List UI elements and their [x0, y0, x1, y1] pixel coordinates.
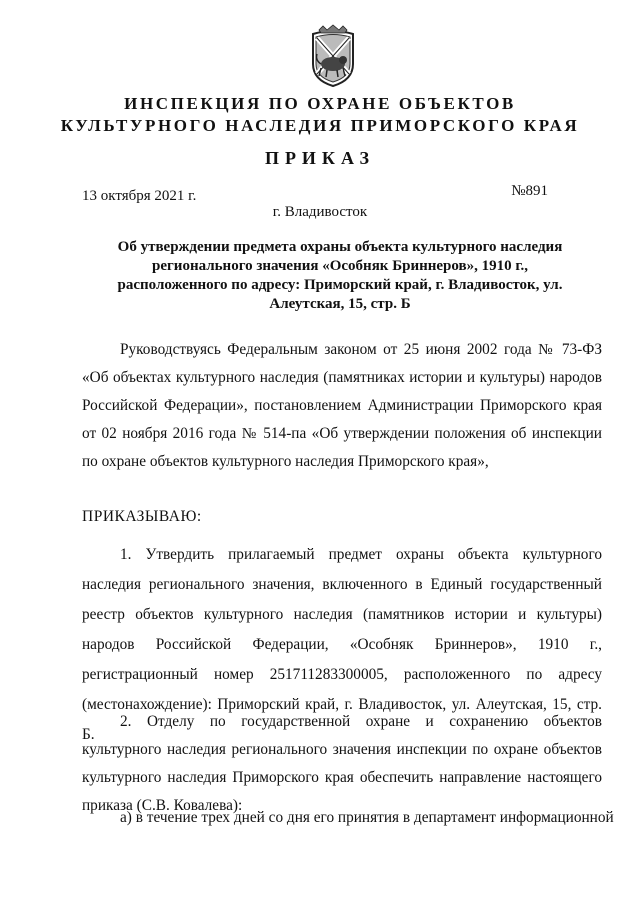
order-subject: Об утверждении предмета охраны объекта культурного наследия регионального значения «Особняк Бриннеров», 1910 г., расположенного по адресу: Приморский край, г. Владивосток, ул. Алеутская, 15, стр. Б	[117, 239, 563, 312]
order-city: г. Владивосток	[272, 204, 368, 220]
item-1-paragraph: 1. Утвердить прилагаемый предмет охраны объекта культурного наследия регионального значения, включенного в Единый государственный реестр объектов культурного наследия (памятников истории и культуры) народов Российской Федерации, «Особняк Бриннеров», 1910 г., регистрационный номер 251711283300005, расположенного по адресу (местонахождение): Приморский край, г. Владивосток, ул. Алеутская, 15, стр. Б.	[82, 546, 602, 743]
document-type-title: ПРИКАЗ	[264, 148, 376, 168]
coat-of-arms-icon	[305, 24, 361, 90]
organization-name-line1: ИНСПЕКЦИЯ ПО ОХРАНЕ ОБЪЕКТОВ	[124, 94, 516, 113]
order-date: 13 октября 2021 г.	[82, 188, 197, 204]
decree-heading: ПРИКАЗЫВАЮ:	[82, 508, 202, 525]
organization-name-line2: КУЛЬТУРНОГО НАСЛЕДИЯ ПРИМОРСКОГО КРАЯ	[60, 116, 580, 135]
item-2a-paragraph: а) в течение трех дней со дня его принятия в департамент информационной	[120, 809, 614, 826]
order-number: №891	[511, 183, 548, 199]
item-2-paragraph: 2. Отделу по государственной охране и сохранению объектов культурного наследия регионального значения инспекции по охране объектов культурного наследия Приморского края обеспечить направление настоящего приказа (С.В. Ковалева):	[82, 713, 602, 814]
preamble-paragraph: Руководствуясь Федеральным законом от 25 июня 2002 года № 73-ФЗ «Об объектах культурного наследия (памятниках истории и культуры) народов Российской Федерации», постановлением Администрации Приморского края от 02 ноября 2016 года № 514-па «Об утверждении положения об инспекции по охране объектов культурного наследия Приморского края»,	[82, 341, 602, 470]
